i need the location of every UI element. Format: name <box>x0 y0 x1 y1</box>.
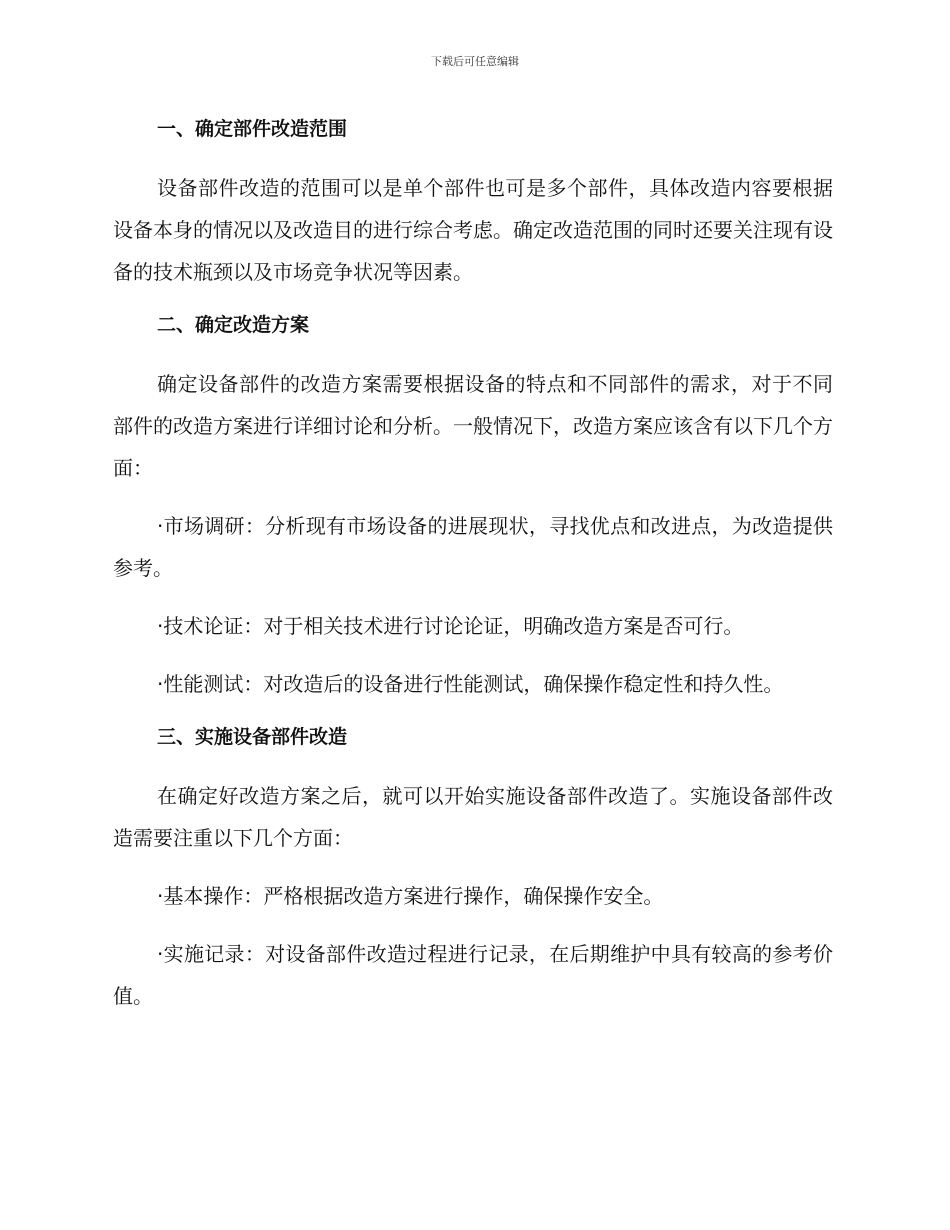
page-header: 下载后可任意编辑 <box>431 55 519 68</box>
bullet-dot-icon: · <box>157 942 164 966</box>
bullet-text: 技术论证：对于相关技术进行讨论论证，明确改造方案是否可行。 <box>163 614 744 638</box>
bullet-text: 性能测试：对改造后的设备进行性能测试，确保操作稳定性和持久性。 <box>163 672 784 696</box>
bullet-dot-icon: · <box>157 672 164 696</box>
bullet-item <box>113 933 833 1017</box>
bullet-text: 基本操作：严格根据改造方案进行操作，确保操作安全。 <box>163 884 664 908</box>
bullet-dot-icon: · <box>157 614 164 638</box>
section-heading-plan: 二、确定改造方案 <box>157 314 310 336</box>
bullet-item <box>113 663 833 705</box>
section-paragraph: 确定设备部件的改造方案需要根据设备的特点和不同部件的需求，对于不同部件的改造方案进行详细讨论和分析。一般情况下，改造方案应该含有以下几个方面： <box>113 372 833 480</box>
bullet-dot-icon: · <box>157 514 164 538</box>
bullet-item <box>113 875 833 917</box>
document-body <box>113 113 833 1033</box>
section-paragraph: 在确定好改造方案之后，就可以开始实施设备部件改造了。实施设备部件改造需要注重以下几个方面： <box>113 784 833 850</box>
bullet-item <box>113 505 833 589</box>
section-paragraph: 设备部件改造的范围可以是单个部件也可是多个部件，具体改造内容要根据设备本身的情况以及改造目的进行综合考虑。确定改造范围的同时还要关注现有设备的技术瓶颈以及市场竞争状况等因素。 <box>113 176 833 284</box>
section-heading-implementation: 三、实施设备部件改造 <box>157 726 348 748</box>
bullet-item <box>113 605 833 647</box>
bullet-text: 实施记录：对设备部件改造过程进行记录，在后期维护中具有较高的参考价值。 <box>113 942 833 1008</box>
bullet-dot-icon: · <box>157 884 164 908</box>
section-heading-scope: 一、确定部件改造范围 <box>157 118 348 140</box>
bullet-text: 市场调研：分析现有市场设备的进展现状，寻找优点和改进点，为改造提供参考。 <box>113 514 833 580</box>
